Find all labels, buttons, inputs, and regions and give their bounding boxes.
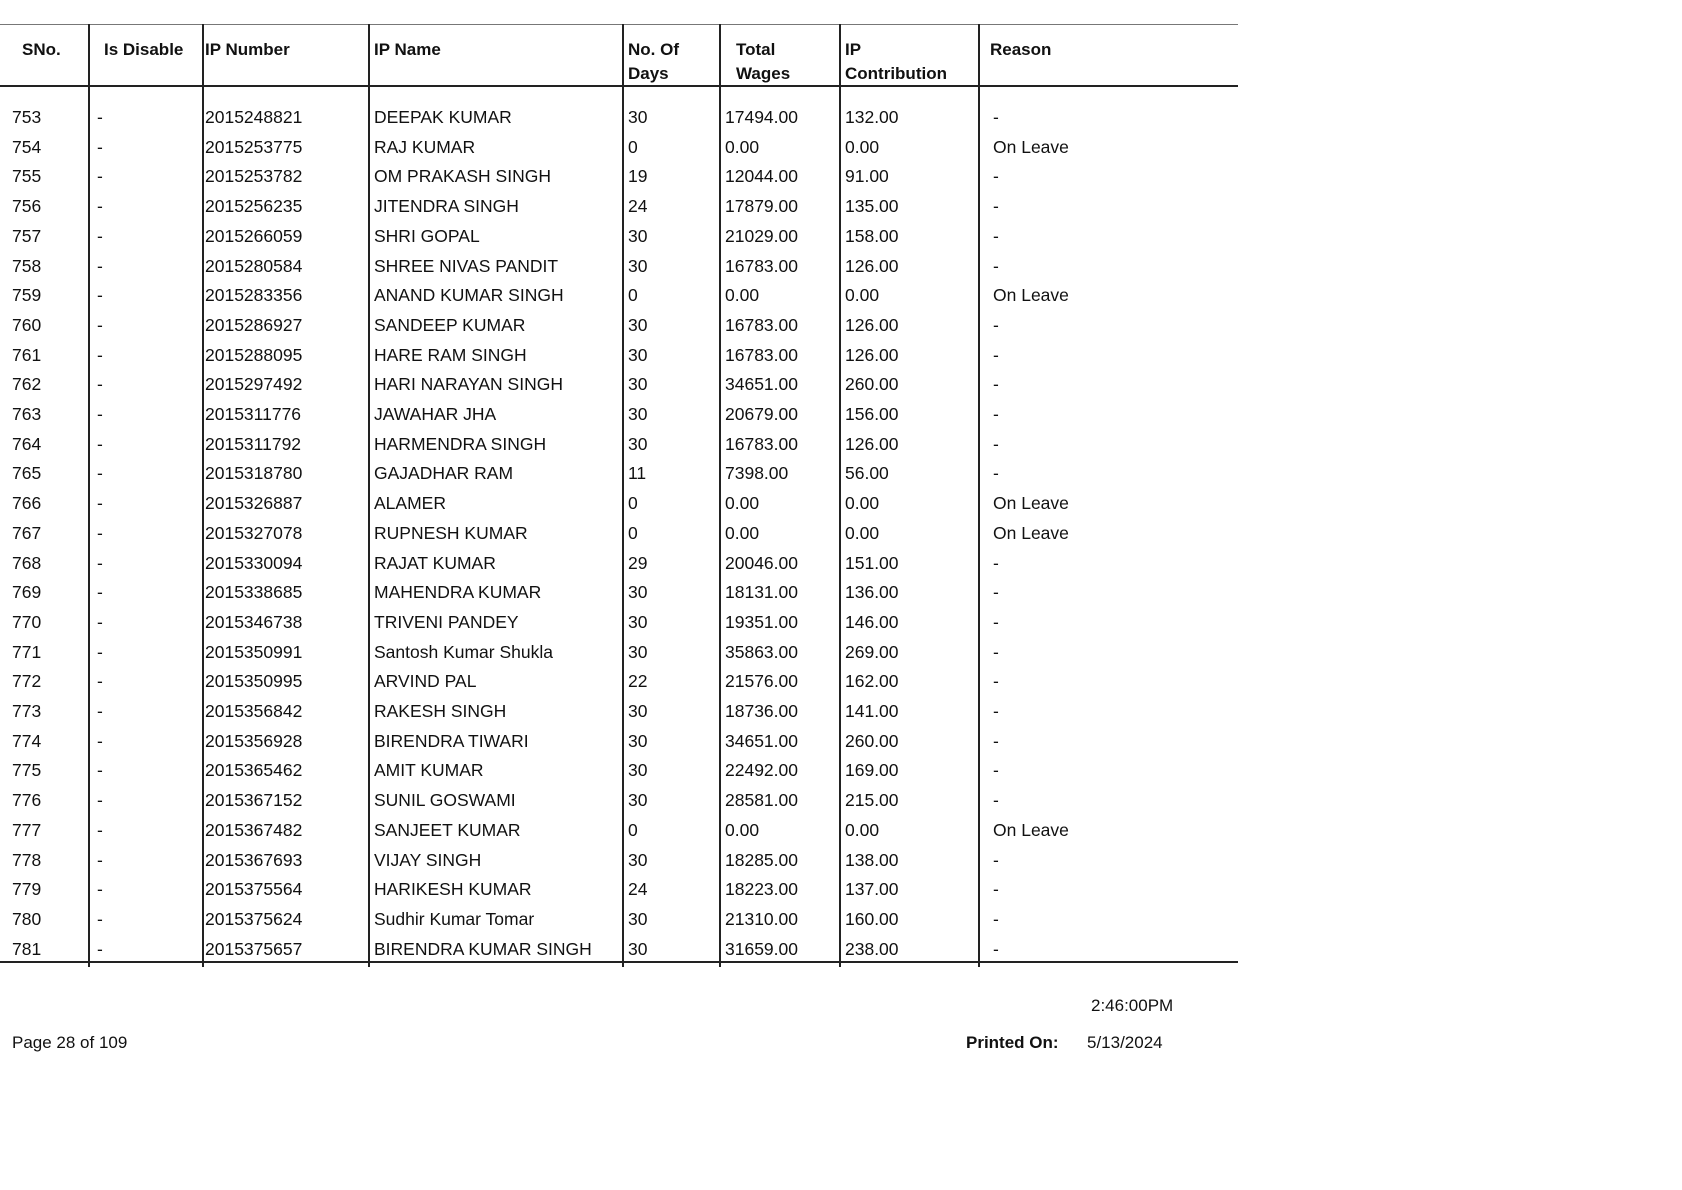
cell-ip-number: 2015330094 [205,552,303,573]
header-no-of-days-line1: No. Of [628,40,679,59]
cell-is-disable: - [97,671,103,692]
table-row [0,223,1238,253]
header-ip-number: IP Number [205,40,290,59]
cell-reason: - [993,255,999,276]
cell-ip-contribution: 132.00 [845,107,899,127]
cell-ip-number: 2015365462 [205,760,303,781]
cell-ip-number: 2015256235 [205,196,303,217]
cell-ip-number: 2015350991 [205,641,303,662]
cell-total-wages: 0.00 [725,819,760,840]
cell-ip-name: BIRENDRA KUMAR SINGH [374,938,592,959]
cell-ip-contribution: 126.00 [845,255,899,276]
table-row [0,490,1238,520]
cell-days: 30 [628,641,648,662]
cell-is-disable: - [97,166,103,187]
cell-ip-contribution: 260.00 [845,730,899,751]
cell-sno: 761 [12,344,42,365]
cell-sno: 770 [12,611,42,632]
cell-ip-contribution: 0.00 [845,819,880,840]
cell-ip-number: 2015346738 [205,611,303,632]
cell-ip-name: HARE RAM SINGH [374,344,527,365]
cell-ip-contribution: 0.00 [845,136,880,157]
cell-sno: 753 [12,107,42,127]
cell-days: 30 [628,374,648,395]
cell-days: 0 [628,819,638,840]
cell-ip-contribution: 160.00 [845,908,899,929]
cell-total-wages: 18736.00 [725,701,798,721]
cell-ip-contribution: 269.00 [845,641,899,662]
table-row [0,936,1238,966]
cell-ip-name: ARVIND PAL [374,671,477,692]
cell-sno: 762 [12,374,42,395]
cell-is-disable: - [97,285,103,306]
cell-ip-number: 2015375657 [205,938,303,959]
cell-sno: 776 [12,790,42,811]
cell-sno: 764 [12,433,42,454]
cell-total-wages: 21310.00 [725,908,798,929]
cell-ip-number: 2015248821 [205,107,303,127]
cell-total-wages: 17494.00 [725,107,798,127]
cell-is-disable: - [97,819,103,840]
cell-is-disable: - [97,552,103,573]
cell-total-wages: 17879.00 [725,196,798,217]
table-row [0,639,1238,669]
cell-reason: - [993,611,999,632]
cell-ip-number: 2015326887 [205,493,303,514]
cell-total-wages: 0.00 [725,522,760,543]
cell-sno: 775 [12,760,42,781]
cell-ip-name: HARIKESH KUMAR [374,879,532,900]
cell-reason: - [993,166,999,187]
cell-days: 0 [628,285,638,306]
cell-is-disable: - [97,849,103,870]
cell-ip-number: 2015367152 [205,790,303,811]
cell-ip-name: HARMENDRA SINGH [374,433,547,454]
cell-ip-name: HARI NARAYAN SINGH [374,374,563,395]
table-row [0,282,1238,312]
cell-ip-number: 2015318780 [205,463,303,484]
cell-total-wages: 21576.00 [725,671,798,692]
cell-ip-number: 2015266059 [205,225,303,246]
cell-ip-contribution: 146.00 [845,611,899,632]
cell-is-disable: - [97,701,103,721]
cell-is-disable: - [97,879,103,900]
cell-sno: 774 [12,730,42,751]
header-is-disable: Is Disable [104,40,184,59]
cell-ip-number: 2015311776 [205,404,302,424]
cell-reason: - [993,107,999,127]
cell-reason: - [993,582,999,603]
cell-sno: 758 [12,255,42,276]
cell-sno: 760 [12,314,42,335]
cell-is-disable: - [97,255,103,276]
header-ip-contribution-line1: IP [845,40,862,59]
cell-ip-name: DEEPAK KUMAR [374,107,512,127]
cell-ip-number: 2015286927 [205,314,303,335]
cell-ip-number: 2015288095 [205,344,303,365]
cell-reason: On Leave [993,493,1069,514]
cell-days: 0 [628,522,638,543]
table-row [0,579,1238,609]
cell-days: 29 [628,552,648,573]
cell-ip-contribution: 0.00 [845,493,880,514]
cell-days: 30 [628,255,648,276]
cell-days: 30 [628,849,648,870]
cell-reason: - [993,404,999,424]
cell-reason: - [993,433,999,454]
cell-ip-contribution: 151.00 [845,552,899,573]
table-row [0,876,1238,906]
cell-ip-name: BIRENDRA TIWARI [374,730,529,751]
cell-sno: 780 [12,908,42,929]
cell-total-wages: 19351.00 [725,611,798,632]
table-row [0,520,1238,550]
cell-is-disable: - [97,404,103,424]
cell-ip-contribution: 126.00 [845,314,899,335]
cell-ip-contribution: 238.00 [845,938,899,959]
table-row [0,698,1238,728]
cell-reason: On Leave [993,136,1069,157]
cell-total-wages: 20679.00 [725,404,798,424]
cell-sno: 772 [12,671,42,692]
table-row [0,342,1238,372]
cell-reason: - [993,552,999,573]
cell-reason: - [993,374,999,395]
cell-sno: 763 [12,404,42,424]
cell-sno: 779 [12,879,42,900]
page-number: Page 28 of 109 [12,1033,128,1052]
cell-ip-contribution: 136.00 [845,582,899,603]
cell-ip-name: ANAND KUMAR SINGH [374,285,564,306]
cell-ip-number: 2015311792 [205,433,302,454]
cell-is-disable: - [97,522,103,543]
table-row [0,668,1238,698]
cell-ip-name: JITENDRA SINGH [374,196,519,217]
header-ip-contribution-line2: Contribution [845,64,947,83]
table-row [0,728,1238,758]
cell-total-wages: 16783.00 [725,433,798,454]
cell-ip-name: SHREE NIVAS PANDIT [374,255,559,276]
cell-ip-contribution: 126.00 [845,433,899,454]
cell-reason: - [993,879,999,900]
cell-is-disable: - [97,136,103,157]
cell-is-disable: - [97,730,103,751]
cell-ip-number: 2015375564 [205,879,303,900]
cell-total-wages: 12044.00 [725,166,798,187]
cell-total-wages: 22492.00 [725,760,798,781]
cell-ip-contribution: 158.00 [845,225,899,246]
table-row [0,460,1238,490]
cell-ip-name: TRIVENI PANDEY [374,611,519,632]
cell-ip-number: 2015356842 [205,701,303,721]
printed-time: 2:46:00PM [1091,996,1174,1015]
printed-on-label: Printed On: [966,1033,1059,1052]
cell-ip-contribution: 137.00 [845,879,899,900]
cell-days: 0 [628,136,638,157]
cell-days: 30 [628,790,648,811]
header-ip-name: IP Name [374,40,441,59]
cell-days: 24 [628,879,648,900]
cell-reason: - [993,701,999,721]
cell-reason: - [993,641,999,662]
table-row [0,371,1238,401]
cell-is-disable: - [97,760,103,781]
table-row [0,847,1238,877]
contribution-report-table [0,24,1238,967]
table-header-row [0,24,1238,85]
cell-is-disable: - [97,641,103,662]
cell-days: 30 [628,107,648,127]
cell-ip-number: 2015356928 [205,730,303,751]
cell-total-wages: 16783.00 [725,255,798,276]
cell-total-wages: 21029.00 [725,225,798,246]
cell-reason: - [993,463,999,484]
table-row [0,253,1238,283]
cell-total-wages: 7398.00 [725,463,789,484]
cell-reason: - [993,225,999,246]
cell-sno: 766 [12,493,42,514]
cell-ip-contribution: 260.00 [845,374,899,395]
cell-total-wages: 31659.00 [725,938,798,959]
cell-ip-number: 2015367693 [205,849,303,870]
cell-is-disable: - [97,374,103,395]
cell-total-wages: 28581.00 [725,790,798,811]
cell-ip-name: RUPNESH KUMAR [374,522,528,543]
cell-ip-name: SANJEET KUMAR [374,819,521,840]
table-row [0,906,1238,936]
cell-ip-contribution: 141.00 [845,701,899,721]
header-total-wages [736,38,790,86]
cell-reason: On Leave [993,522,1069,543]
table-row [0,104,1238,134]
cell-is-disable: - [97,611,103,632]
cell-reason: On Leave [993,285,1069,306]
cell-reason: - [993,671,999,692]
cell-total-wages: 0.00 [725,285,760,306]
header-sno: SNo. [22,40,61,59]
table-row [0,787,1238,817]
cell-total-wages: 0.00 [725,136,760,157]
cell-total-wages: 16783.00 [725,314,798,335]
cell-ip-name: SANDEEP KUMAR [374,314,526,335]
cell-ip-contribution: 0.00 [845,285,880,306]
cell-ip-contribution: 215.00 [845,790,899,811]
cell-reason: - [993,849,999,870]
cell-ip-number: 2015297492 [205,374,303,395]
header-total-wages-line2: Wages [736,64,791,83]
table-row [0,817,1238,847]
printed-on-date: 5/13/2024 [1087,1033,1163,1052]
cell-is-disable: - [97,938,103,959]
cell-days: 30 [628,314,648,335]
cell-sno: 754 [12,136,42,157]
cell-sno: 771 [12,641,42,662]
cell-ip-name: VIJAY SINGH [374,849,482,870]
cell-ip-name: Sudhir Kumar Tomar [374,908,535,929]
cell-reason: - [993,908,999,929]
cell-ip-number: 2015327078 [205,522,303,543]
cell-reason: - [993,314,999,335]
cell-ip-name: OM PRAKASH SINGH [374,166,551,187]
cell-days: 19 [628,166,648,187]
cell-total-wages: 16783.00 [725,344,798,365]
cell-sno: 781 [12,938,42,959]
header-no-of-days [628,38,679,86]
cell-total-wages: 34651.00 [725,730,798,751]
cell-days: 30 [628,730,648,751]
cell-ip-name: RAJAT KUMAR [374,552,496,573]
cell-days: 22 [628,671,648,692]
cell-is-disable: - [97,107,103,127]
cell-reason: - [993,760,999,781]
cell-reason: - [993,730,999,751]
cell-is-disable: - [97,225,103,246]
cell-ip-number: 2015280584 [205,255,303,276]
table-row [0,134,1238,164]
cell-is-disable: - [97,196,103,217]
cell-is-disable: - [97,790,103,811]
cell-reason: - [993,196,999,217]
cell-ip-contribution: 162.00 [845,671,899,692]
cell-ip-number: 2015367482 [205,819,303,840]
table-row [0,193,1238,223]
cell-days: 0 [628,493,638,514]
table-row [0,401,1238,431]
cell-sno: 769 [12,582,42,603]
cell-total-wages: 34651.00 [725,374,798,395]
cell-reason: On Leave [993,819,1069,840]
cell-ip-number: 2015253782 [205,166,303,187]
cell-days: 30 [628,760,648,781]
cell-is-disable: - [97,433,103,454]
cell-ip-name: SUNIL GOSWAMI [374,790,516,811]
table-row [0,609,1238,639]
cell-ip-contribution: 138.00 [845,849,899,870]
cell-ip-name: ALAMER [374,493,446,514]
cell-ip-name: JAWAHAR JHA [374,404,497,424]
cell-ip-contribution: 0.00 [845,522,880,543]
table-row [0,312,1238,342]
cell-total-wages: 0.00 [725,493,760,514]
header-bottom-rule [0,85,1238,87]
cell-ip-number: 2015283356 [205,285,303,306]
cell-sno: 759 [12,285,42,306]
cell-total-wages: 20046.00 [725,552,798,573]
cell-sno: 756 [12,196,42,217]
header-no-of-days-line2: Days [628,64,669,83]
cell-days: 30 [628,908,648,929]
cell-ip-contribution: 156.00 [845,404,899,424]
cell-days: 30 [628,225,648,246]
cell-reason: - [993,790,999,811]
cell-days: 30 [628,433,648,454]
cell-sno: 773 [12,701,42,721]
cell-days: 30 [628,404,648,424]
cell-ip-number: 2015350995 [205,671,303,692]
cell-reason: - [993,938,999,959]
cell-days: 24 [628,196,648,217]
cell-days: 30 [628,701,648,721]
cell-sno: 757 [12,225,42,246]
cell-ip-name: SHRI GOPAL [374,225,480,246]
cell-is-disable: - [97,582,103,603]
header-ip-contribution [845,38,947,86]
cell-ip-name: AMIT KUMAR [374,760,484,781]
cell-ip-name: RAKESH SINGH [374,701,507,721]
cell-ip-number: 2015375624 [205,908,303,929]
cell-total-wages: 18285.00 [725,849,798,870]
cell-days: 30 [628,344,648,365]
cell-is-disable: - [97,314,103,335]
cell-ip-number: 2015253775 [205,136,303,157]
cell-days: 30 [628,611,648,632]
cell-sno: 768 [12,552,42,573]
cell-ip-contribution: 126.00 [845,344,899,365]
table-row [0,163,1238,193]
cell-ip-name: Santosh Kumar Shukla [374,641,553,662]
cell-is-disable: - [97,463,103,484]
cell-is-disable: - [97,344,103,365]
cell-total-wages: 18131.00 [725,582,798,603]
cell-total-wages: 18223.00 [725,879,798,900]
cell-ip-contribution: 169.00 [845,760,899,781]
cell-ip-contribution: 135.00 [845,196,899,217]
cell-is-disable: - [97,493,103,514]
cell-total-wages: 35863.00 [725,641,798,662]
cell-sno: 777 [12,819,42,840]
cell-days: 11 [628,463,647,484]
cell-days: 30 [628,938,648,959]
table-row [0,431,1238,461]
header-reason: Reason [990,40,1052,59]
cell-days: 30 [628,582,648,603]
cell-reason: - [993,344,999,365]
cell-ip-name: MAHENDRA KUMAR [374,582,542,603]
cell-ip-contribution: 56.00 [845,463,889,484]
cell-is-disable: - [97,908,103,929]
table-row [0,757,1238,787]
cell-ip-name: GAJADHAR RAM [374,463,514,484]
table-row [0,550,1238,580]
header-total-wages-line1: Total [736,40,776,59]
cell-sno: 765 [12,463,42,484]
cell-ip-name: RAJ KUMAR [374,136,476,157]
cell-ip-contribution: 91.00 [845,166,889,187]
cell-sno: 778 [12,849,42,870]
cell-ip-number: 2015338685 [205,582,303,603]
cell-sno: 767 [12,522,42,543]
cell-sno: 755 [12,166,42,187]
